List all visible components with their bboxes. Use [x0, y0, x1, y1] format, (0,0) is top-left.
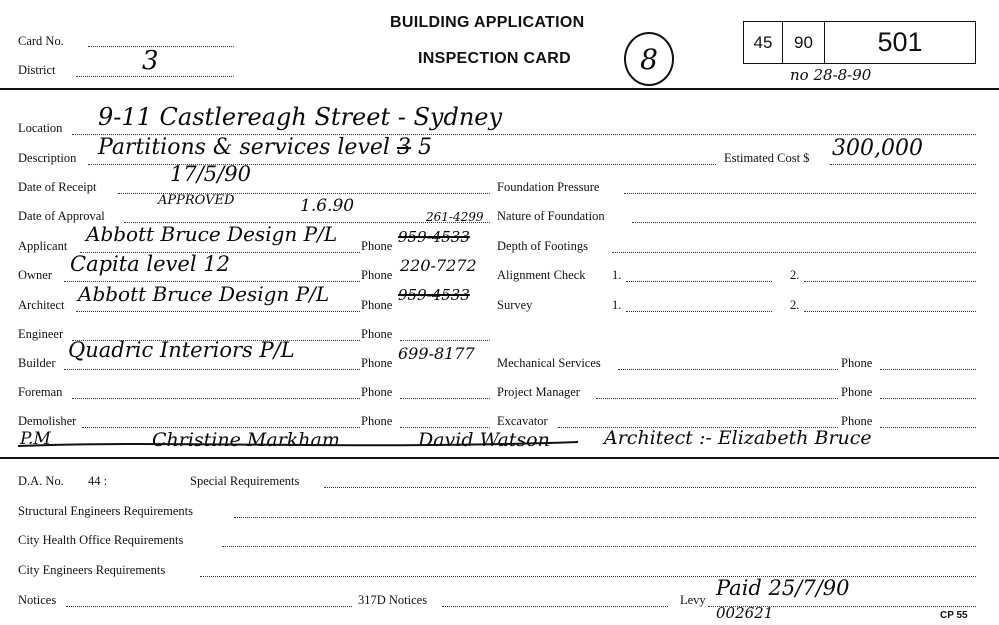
- box-b: 90: [782, 21, 825, 64]
- survey-num-1: 1.: [612, 298, 622, 312]
- architect-note: Architect :- Elizabeth Bruce: [604, 427, 872, 449]
- struck-name-2: David Watson: [418, 429, 550, 451]
- project-manager-line: [596, 398, 838, 399]
- date-receipt-label: Date of Receipt: [18, 180, 97, 194]
- mechanical-phone-line: [880, 369, 976, 370]
- card-no-line: [88, 46, 234, 47]
- owner-phone: 220-7272: [400, 256, 477, 275]
- structural-req-line: [234, 517, 976, 518]
- notices-line: [66, 606, 352, 607]
- foreman-line: [72, 398, 360, 399]
- form-code: CP 55: [940, 610, 968, 621]
- circled-number: 8: [624, 32, 674, 86]
- alignment-check-label: Alignment Check: [497, 268, 586, 282]
- nature-foundation-line: [632, 222, 976, 223]
- survey-line-2: [804, 311, 976, 312]
- applicant-phone-label: Phone: [361, 239, 393, 253]
- city-eng-req-line: [200, 576, 976, 577]
- description-struck: 3: [396, 135, 411, 160]
- mechanical-line: [618, 369, 838, 370]
- location-value: 9-11 Castlereagh Street - Sydney: [98, 103, 503, 131]
- structural-req-label: Structural Engineers Requirements: [18, 504, 193, 518]
- levy-value: Paid 25/7/90: [716, 576, 850, 600]
- estimated-cost-label: Estimated Cost $: [724, 151, 810, 165]
- builder-label: Builder: [18, 356, 56, 370]
- description-label: Description: [18, 151, 77, 165]
- special-req-label: Special Requirements: [190, 474, 300, 488]
- box-c: 501: [824, 21, 976, 64]
- middle-rule: [0, 457, 999, 459]
- alignment-num-2: 2.: [790, 268, 800, 282]
- district-value: 3: [142, 46, 159, 76]
- architect-value: Abbott Bruce Design P/L: [78, 282, 330, 306]
- excavator-phone-label: Phone: [841, 414, 873, 428]
- engineer-phone-line: [400, 340, 490, 341]
- foundation-pressure-label: Foundation Pressure: [497, 180, 600, 194]
- special-req-line: [324, 487, 976, 488]
- mechanical-phone-label: Phone: [841, 356, 873, 370]
- date-approval-label: Date of Approval: [18, 209, 105, 223]
- architect-label: Architect: [18, 298, 65, 312]
- pm-note: P.M: [20, 429, 51, 449]
- applicant-phone: 959-4533: [398, 228, 470, 246]
- foundation-pressure-line: [624, 193, 976, 194]
- owner-label: Owner: [18, 268, 53, 282]
- architect-line: [76, 311, 360, 312]
- health-req-line: [222, 546, 976, 547]
- excavator-phone-line: [880, 427, 976, 428]
- alignment-line-1: [626, 281, 772, 282]
- health-req-label: City Health Office Requirements: [18, 533, 184, 547]
- approval-note: 261-4299: [426, 210, 484, 224]
- applicant-label: Applicant: [18, 239, 68, 253]
- city-eng-req-label: City Engineers Requirements: [18, 563, 166, 577]
- architect-phone-label: Phone: [361, 298, 393, 312]
- builder-line: [64, 369, 360, 370]
- approved-stamp: APPROVED: [158, 193, 235, 208]
- survey-label: Survey: [497, 298, 533, 312]
- foreman-label: Foreman: [18, 385, 63, 399]
- project-manager-phone-label: Phone: [841, 385, 873, 399]
- header-rule: [0, 88, 999, 90]
- levy-label: Levy: [680, 593, 706, 607]
- demolisher-label: Demolisher: [18, 414, 77, 428]
- struck-name-1: Christine Markham: [152, 429, 340, 451]
- architect-phone: 959-4533: [398, 286, 470, 304]
- applicant-value: Abbott Bruce Design P/L: [86, 222, 338, 246]
- demolisher-phone-label: Phone: [361, 414, 393, 428]
- da-no-value: 44 :: [88, 474, 108, 488]
- description-value: Partitions & services level 3 5: [98, 135, 432, 160]
- notices-317d-label: 317D Notices: [358, 593, 428, 607]
- handwritten-ref: no 28-8-90: [790, 66, 872, 84]
- depth-footings-label: Depth of Footings: [497, 239, 588, 253]
- survey-line-1: [626, 311, 772, 312]
- builder-phone-label: Phone: [361, 356, 393, 370]
- da-no-label: D.A. No.: [18, 474, 64, 488]
- levy-receipt: 002621: [716, 604, 774, 622]
- project-manager-label: Project Manager: [497, 385, 580, 399]
- depth-footings-line: [612, 252, 976, 253]
- engineer-label: Engineer: [18, 327, 64, 341]
- engineer-phone-label: Phone: [361, 327, 393, 341]
- nature-foundation-label: Nature of Foundation: [497, 209, 605, 223]
- foreman-phone-label: Phone: [361, 385, 393, 399]
- excavator-label: Excavator: [497, 414, 548, 428]
- foreman-phone-line: [400, 398, 490, 399]
- alignment-line-2: [804, 281, 976, 282]
- mechanical-label: Mechanical Services: [497, 356, 601, 370]
- card-no-label: Card No.: [18, 34, 64, 48]
- title-line-2: INSPECTION CARD: [418, 50, 571, 67]
- notices-317d-line: [442, 606, 668, 607]
- owner-phone-label: Phone: [361, 268, 393, 282]
- district-line: [76, 76, 234, 77]
- project-manager-phone-line: [880, 398, 976, 399]
- box-a: 45: [743, 21, 783, 64]
- estimated-cost-line: [830, 164, 976, 165]
- survey-num-2: 2.: [790, 298, 800, 312]
- location-label: Location: [18, 121, 63, 135]
- notices-label: Notices: [18, 593, 57, 607]
- approval-date: 1.6.90: [300, 196, 355, 216]
- date-receipt-value: 17/5/90: [170, 162, 251, 186]
- owner-value: Capita level 12: [70, 252, 230, 276]
- alignment-num-1: 1.: [612, 268, 622, 282]
- estimated-cost-value: 300,000: [832, 136, 923, 161]
- district-label: District: [18, 63, 56, 77]
- title-line-1: BUILDING APPLICATION: [390, 14, 585, 31]
- builder-value: Quadric Interiors P/L: [68, 338, 295, 362]
- builder-phone: 699-8177: [398, 344, 475, 363]
